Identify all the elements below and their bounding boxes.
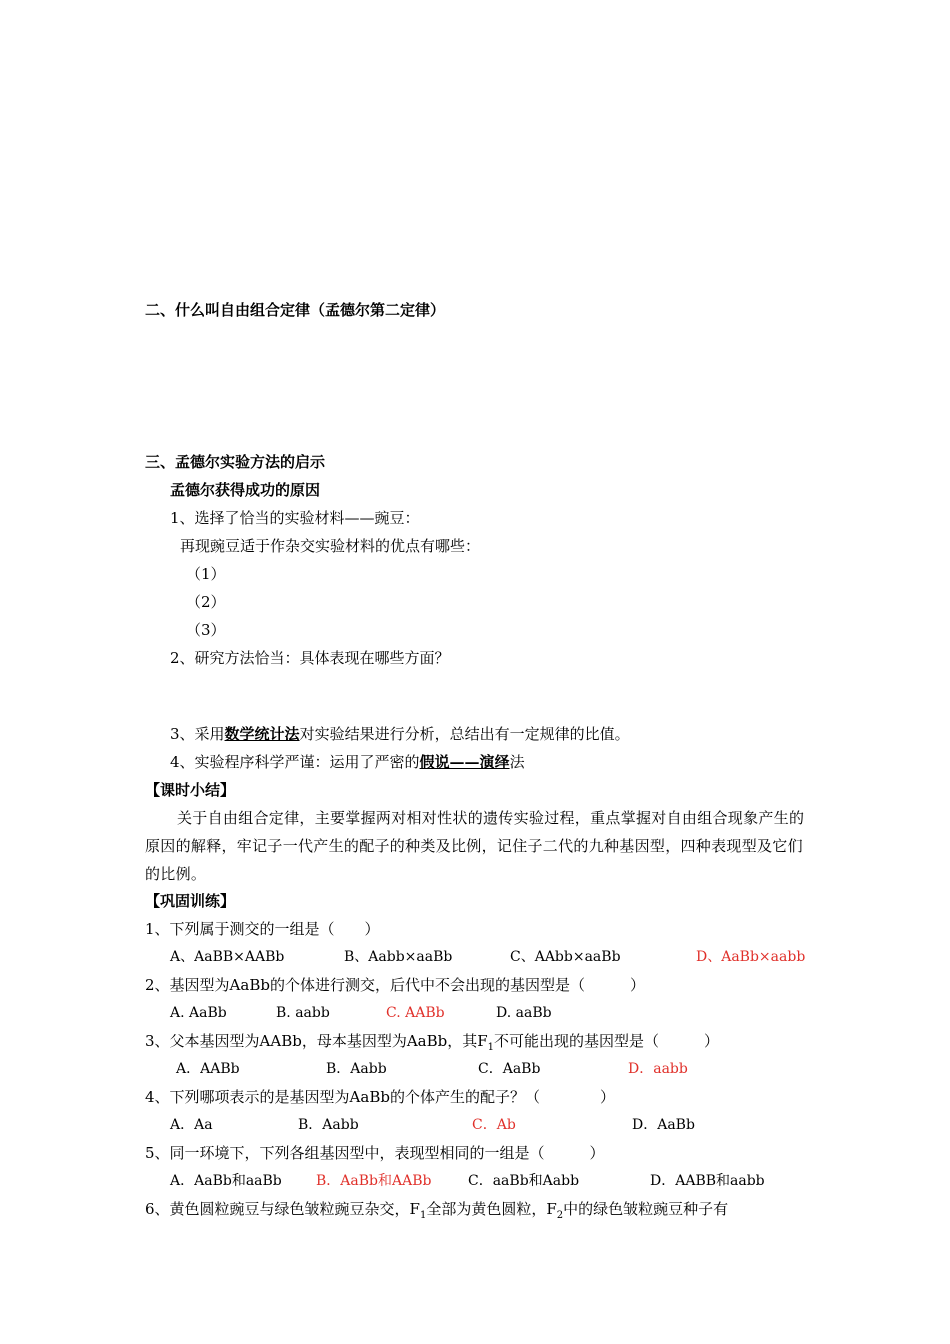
q1-stem: 1、下列属于测交的一组是（ ） <box>145 920 380 938</box>
q4-option-a: A．Aa <box>170 1117 213 1133</box>
q5-stem: 5、同一环境下，下列各组基因型中，表现型相同的一组是（ ） <box>145 1144 605 1162</box>
section-2-title: 二、什么叫自由组合定律（孟德尔第二定律） <box>145 301 446 319</box>
practice-heading: 【巩固训练】 <box>145 892 236 910</box>
q4-option-c-answer: C．Ab <box>472 1117 516 1133</box>
q5-option-c: C．aaBb和Aabb <box>468 1173 580 1189</box>
q1-option-b: B、Aabb×aaBb <box>344 949 453 965</box>
item-3: 3、采用数学统计法对实验结果进行分析，总结出有一定规律的比值。 <box>170 725 630 743</box>
blank-2: （2） <box>186 593 226 611</box>
item-4-emphasis: 假说——演绎 <box>419 753 510 771</box>
q1-option-d-answer: D、AaBb×aabb <box>696 949 806 965</box>
q1-option-a: A、AaBB×AABb <box>170 949 285 965</box>
q6-stem: 6、黄色圆粒豌豆与绿色皱粒豌豆杂交，$F_1$全部为黄色圆粒，$F_2$中的绿色皱粒豌豆种子有 <box>145 1200 729 1221</box>
item-1: 1、选择了恰当的实验材料——豌豆： <box>170 509 420 527</box>
q2-option-a: A. AaBb <box>170 1005 227 1021</box>
q3-stem: 3、父本基因型为AABb，母本基因型为AaBb，其$F_1$不可能出现的基因型是（ ） <box>145 1032 720 1053</box>
q3-option-c: C．AaBb <box>478 1061 541 1077</box>
section-3-title: 三、孟德尔实验方法的启示 <box>145 453 326 471</box>
q5-option-d: D．AABB和aabb <box>650 1173 765 1189</box>
q4-option-d: D．AaBb <box>632 1117 695 1133</box>
summary-heading: 【课时小结】 <box>145 781 236 799</box>
q2-option-c-answer: C. AABb <box>386 1005 445 1021</box>
q3-option-b: B．Aabb <box>326 1061 387 1077</box>
item-1-question: 再现豌豆适于作杂交实验材料的优点有哪些： <box>180 537 481 555</box>
q4-stem: 4、下列哪项表示的是基因型为AaBb的个体产生的配子？（ ） <box>145 1088 615 1106</box>
blank-3: （3） <box>186 621 226 639</box>
q1-option-c: C、AAbb×aaBb <box>510 949 621 965</box>
item-4: 4、实验程序科学严谨：运用了严密的假说——演绎法 <box>170 753 525 771</box>
q5-option-a: A．AaBb和aaBb <box>170 1173 282 1189</box>
q2-option-b: B. aabb <box>276 1005 330 1021</box>
q5-option-b-answer: B．AaBb和AABb <box>316 1173 432 1189</box>
blank-1: （1） <box>186 565 226 583</box>
q2-stem: 2、基因型为AaBb的个体进行测交，后代中不会出现的基因型是（ ） <box>145 976 645 994</box>
item-3-emphasis: 数学统计法 <box>224 725 300 743</box>
q3-option-a: A．AABb <box>176 1061 240 1077</box>
q2-option-d: D. aaBb <box>496 1005 552 1021</box>
q3-option-d-answer: D．aabb <box>628 1061 688 1077</box>
item-2: 2、研究方法恰当：具体表现在哪些方面？ <box>170 649 450 667</box>
q4-option-b: B．Aabb <box>298 1117 359 1133</box>
summary-text: 关于自由组合定律，主要掌握两对相对性状的遗传实验过程，重点掌握对自由组合现象产生的原因的解释，牢记子一代产生的配子的种类及比例，记住子二代的九种基因型，四种表现型及它们的比例。 <box>145 809 805 883</box>
section-3-subtitle: 孟德尔获得成功的原因 <box>170 481 321 499</box>
